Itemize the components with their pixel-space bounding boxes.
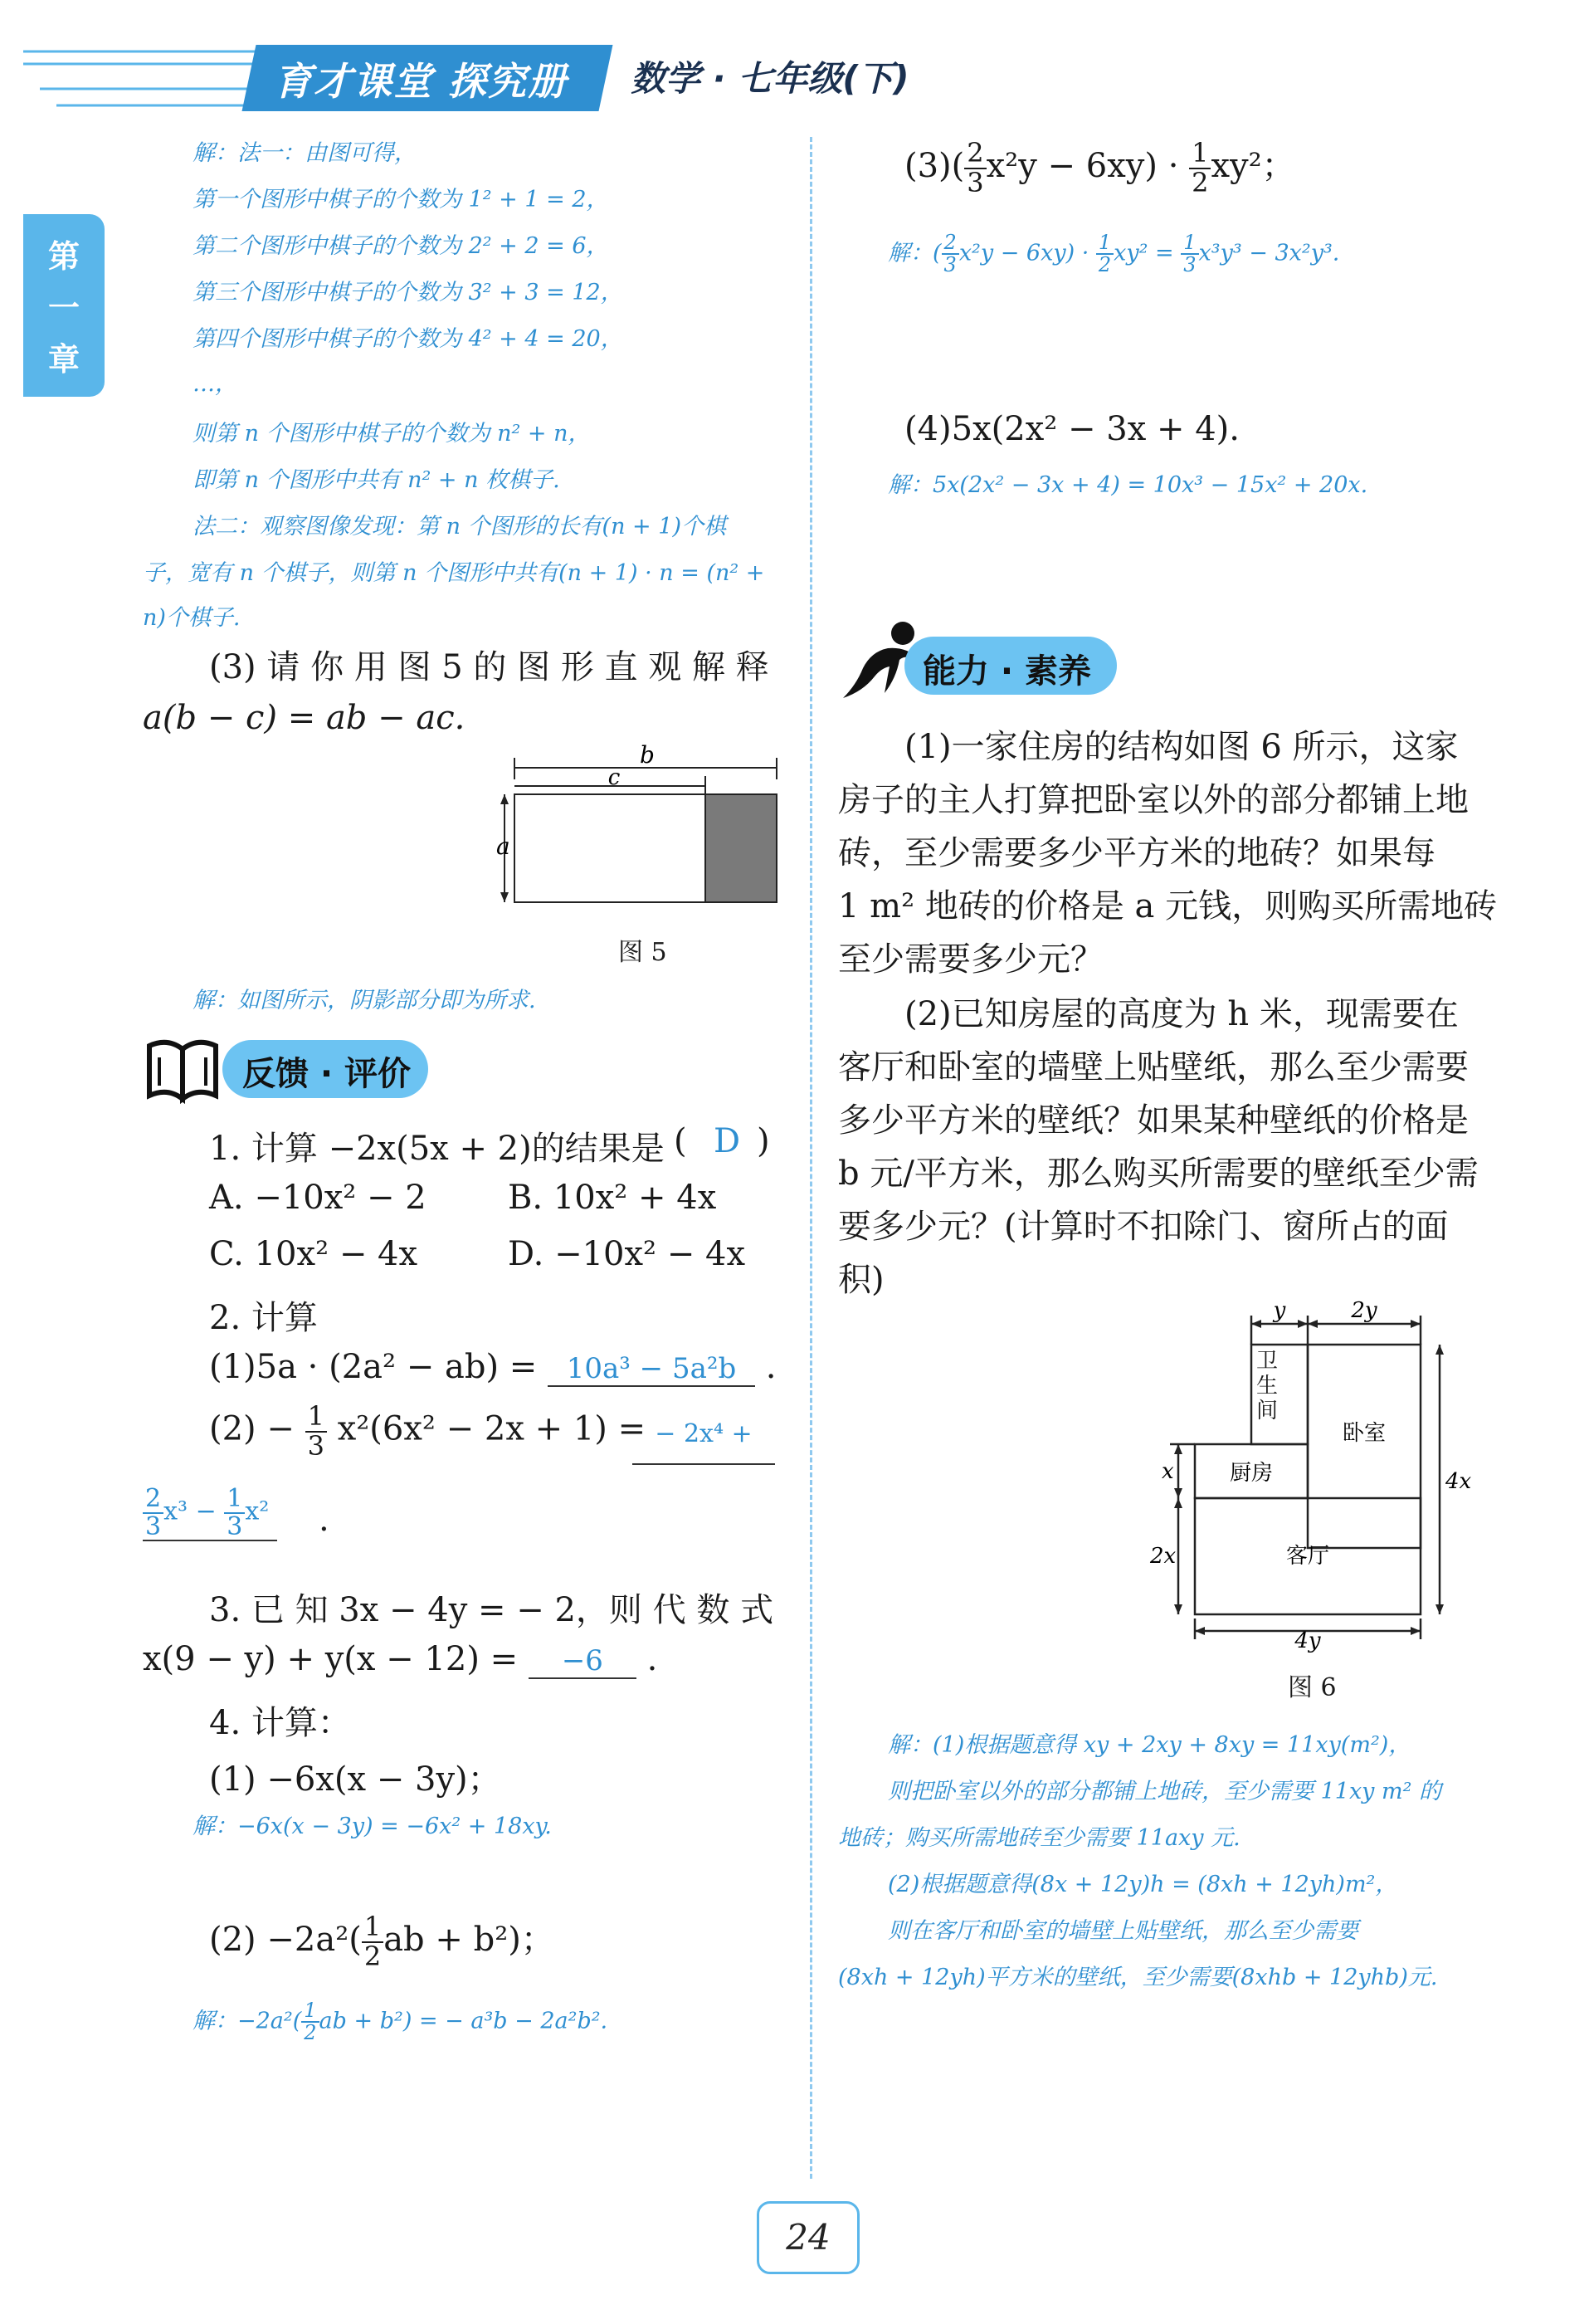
solution-mid: x²y − 6xy) ·	[958, 240, 1089, 266]
figure-6-label-y: y	[1273, 1298, 1286, 1323]
figure-6-kitchen-label: 厨房	[1229, 1461, 1274, 1486]
fraction-numerator: 2	[942, 232, 959, 255]
solution-post: x³y³ − 3x²y³.	[1198, 240, 1340, 266]
problem-4-part-1-solution: 解：−6x(x − 3y) = −6x² + 18xy.	[193, 1814, 552, 1839]
answer-paren-left: (	[674, 1122, 687, 1160]
problem-4-part-4: (4)5x(2x² − 3x + 4).	[904, 410, 1240, 448]
solution-line: 即第 n 个图形中共有 n² + n 枚棋子.	[193, 467, 560, 493]
problem-3-answer: −6	[529, 1644, 636, 1679]
problem-3: 3. 已 知 3x − 4y = − 2，则 代 数 式	[209, 1591, 774, 1629]
fraction-denominator: 3	[943, 253, 957, 277]
solution-line: 则第 n 个图形中棋子的个数为 n² + n，	[193, 421, 591, 447]
chapter-tab	[23, 214, 105, 397]
expression-post: xy²；	[1211, 147, 1295, 185]
answer-term: x³ −	[163, 1496, 217, 1526]
problem-3-expression	[143, 1640, 657, 1679]
solution-line: 第一个图形中棋子的个数为 1² + 1 = 2，	[193, 187, 609, 212]
ability-problem-1-line: 至少需要多少元？	[838, 940, 1104, 979]
figure-6-floor-plan	[1150, 1298, 1485, 1653]
solution-line: …，	[193, 371, 237, 397]
fraction-numerator: 2	[143, 1486, 163, 1514]
problem-2-part-1-text: (1)5a · (2a² − ab) =	[209, 1348, 538, 1386]
fraction	[1189, 139, 1211, 197]
chapter-tab-label: 第一章	[47, 238, 80, 378]
answer-paren-right: )	[757, 1122, 770, 1160]
figure-5-label-c: c	[607, 765, 621, 790]
figure-5-label-a: a	[496, 832, 510, 860]
problem-2-part-2	[209, 1400, 646, 1462]
figure-6-label-2y: 2y	[1351, 1298, 1377, 1323]
figure-5-label-b: b	[640, 741, 655, 769]
fraction-numerator: 1	[305, 1403, 327, 1433]
answer-term: x²	[245, 1496, 270, 1526]
problem-1: 1. 计算 −2x(5x + 2)的结果是	[209, 1130, 665, 1168]
figure-6-caption: 图 6	[1288, 1673, 1337, 1702]
figure-6-living-room-label: 客厅	[1285, 1544, 1330, 1569]
period: .	[646, 1640, 658, 1678]
ability-solution-line: (8xh + 12yh)平方米的壁纸，至少需要(8xhb + 12yhb)元.	[838, 1965, 1438, 1990]
fraction	[305, 1400, 327, 1462]
problem-4-part-4-solution: 解：5x(2x² − 3x + 4) = 10x³ − 15x² + 20x.	[888, 472, 1368, 498]
solution-post: ab + b²) = − a³b − 2a²b².	[319, 2008, 608, 2034]
ability-problem-1-line: 房子的主人打算把卧室以外的部分都铺上地	[838, 781, 1469, 819]
fraction-denominator: 3	[227, 1511, 243, 1541]
figure-5-shaded-region	[705, 794, 777, 902]
solution-line: 第二个图形中棋子的个数为 2² + 2 = 6，	[193, 233, 609, 259]
fraction	[1181, 232, 1198, 276]
fraction-denominator: 2	[1192, 167, 1209, 198]
ability-solution-line: 地砖；购买所需地砖至少需要 11axy 元.	[838, 1825, 1240, 1851]
problem-4: 4. 计算：	[209, 1704, 351, 1742]
problem-4-part-1: (1) −6x(x − 3y)；	[209, 1760, 501, 1799]
header-decor-lines	[23, 43, 272, 118]
solution-pre: 解：−2a²(	[193, 2008, 302, 2034]
problem-2-part-2-answer-2	[143, 1486, 277, 1541]
ability-problem-1-line: 砖，至少需要多少平方米的地砖？如果每	[838, 834, 1435, 872]
figure-6-bedroom-label: 卧室	[1342, 1421, 1387, 1446]
problem-2-part-1-answer: 10a³ − 5a²b	[548, 1352, 755, 1387]
column-divider	[810, 137, 812, 2179]
solution-mid: xy² =	[1114, 240, 1174, 266]
fraction-numerator: 2	[964, 139, 986, 169]
fraction	[362, 1913, 383, 1970]
fraction-denominator: 2	[304, 2021, 317, 2045]
problem-4-part-3-solution	[888, 232, 1339, 276]
figure-6-label-x: x	[1162, 1459, 1174, 1484]
choice-b: B. 10x² + 4x	[508, 1179, 717, 1217]
fraction-numerator: 1	[362, 1913, 383, 1943]
ability-problem-1-line: (1)一家住房的结构如图 6 所示，这家	[904, 728, 1459, 766]
problem-2-part-2-pre: (2) −	[209, 1409, 295, 1448]
ability-solution-line: 解：(1)根据题意得 xy + 2xy + 8xy = 11xy(m²)，	[888, 1732, 1411, 1758]
solution-line: 子，宽有 n 个棋子，则第 n 个图形中共有(n + 1) · n = (n² +	[143, 560, 765, 586]
fraction-denominator: 3	[1183, 253, 1197, 277]
period: .	[765, 1348, 777, 1386]
solution-line: 法二：观察图像发现：第 n 个图形的长有(n + 1)个棋	[193, 514, 726, 540]
solution-line: 第三个图形中棋子的个数为 3² + 3 = 12，	[193, 280, 623, 305]
expression-pre: (2) −2a²(	[209, 1921, 362, 1959]
figure-5	[496, 741, 788, 909]
expression-mid: x²y − 6xy) ·	[986, 147, 1179, 185]
figure-6-label-4x: 4x	[1445, 1469, 1472, 1494]
problem-2-part-1	[209, 1348, 776, 1387]
figure-6-label-2x: 2x	[1150, 1544, 1177, 1569]
fraction-numerator: 1	[301, 2000, 319, 2023]
fraction-denominator: 2	[1098, 253, 1112, 277]
fraction-denominator: 2	[363, 1941, 382, 1972]
ability-section-title: 能力 · 素养	[923, 652, 1092, 691]
fraction	[964, 139, 986, 197]
solution-pre: 解：(	[888, 240, 942, 266]
ability-problem-2-line: 要多少元？(计算时不扣除门、窗所占的面	[838, 1208, 1449, 1246]
fraction	[1096, 232, 1114, 276]
ability-problem-2-line: 积)	[838, 1261, 885, 1299]
period: .	[319, 1501, 329, 1539]
page-number: 24	[757, 2201, 860, 2274]
feedback-section-title: 反馈 · 评价	[242, 1055, 412, 1093]
ability-solution-line: 则在客厅和卧室的墙壁上贴壁纸，那么至少需要	[888, 1918, 1358, 1944]
fraction	[301, 2000, 319, 2043]
figure-5-solution: 解：如图所示，阴影部分即为所求.	[193, 988, 536, 1013]
subject-grade: 数学 · 七年级(下)	[631, 58, 909, 99]
problem-4-part-3	[904, 139, 1295, 198]
choice-a: A. −10x² − 2	[209, 1179, 426, 1217]
problem-1-answer: D	[714, 1122, 741, 1160]
solution-line: 解：法一：由图可得，	[193, 140, 417, 166]
fraction-numerator: 1	[1096, 232, 1114, 255]
fraction-denominator: 3	[145, 1511, 162, 1541]
problem-4-part-2-solution	[193, 2000, 607, 2043]
question-text: a(b − c) = ab − ac.	[143, 699, 465, 737]
problem-3-expression-text: x(9 − y) + y(x − 12) =	[143, 1640, 519, 1678]
series-title: 育才课堂 探究册	[274, 59, 568, 104]
problem-2-part-2-post: x²(6x² − 2x + 1) =	[337, 1409, 646, 1448]
solution-line: n)个棋子.	[143, 605, 241, 631]
fraction-denominator: 3	[307, 1429, 324, 1462]
fraction	[143, 1486, 163, 1540]
ability-problem-2-line: 多少平方米的壁纸？如果某种壁纸的价格是	[838, 1101, 1469, 1140]
ability-solution-line: 则把卧室以外的部分都铺上地砖，至少需要 11xy m² 的	[888, 1779, 1442, 1804]
fraction-numerator: 1	[1181, 232, 1198, 255]
fraction	[224, 1486, 245, 1540]
choice-c: C. 10x² − 4x	[209, 1235, 418, 1273]
fraction-numerator: 1	[224, 1486, 245, 1514]
ability-problem-2-line: (2)已知房屋的高度为 h 米，现需要在	[904, 995, 1459, 1033]
ability-solution-line: (2)根据题意得(8x + 12y)h = (8xh + 12yh)m²，	[888, 1872, 1398, 1897]
expression-post: ab + b²)；	[383, 1921, 554, 1959]
ability-problem-1-line: 1 m² 地砖的价格是 a 元钱，则购买所需地砖	[838, 887, 1498, 925]
choice-d: D. −10x² − 4x	[508, 1235, 746, 1273]
figure-6-bathroom-label: 卫生间	[1255, 1349, 1278, 1423]
question-text: (3) 请 你 用 图 5 的 图 形 直 观 解 释	[209, 648, 769, 686]
fraction-numerator: 1	[1189, 139, 1211, 169]
ability-problem-2-line: b 元/平方米，那么购买所需要的壁纸至少需	[838, 1155, 1479, 1193]
fraction-denominator: 3	[967, 167, 984, 198]
open-book-icon	[143, 1029, 226, 1104]
expression-pre: (3)(	[904, 147, 965, 185]
ability-problem-2-line: 客厅和卧室的墙壁上贴壁纸，那么至少需要	[838, 1048, 1469, 1086]
problem-2: 2. 计算	[209, 1299, 318, 1337]
problem-4-part-2	[209, 1913, 554, 1971]
figure-6-label-4y: 4y	[1294, 1628, 1321, 1653]
problem-2-part-2-answer-1: − 2x⁴ +	[632, 1419, 775, 1465]
solution-line: 第四个图形中棋子的个数为 4² + 4 = 20，	[193, 326, 623, 352]
figure-5-caption: 图 5	[618, 938, 667, 967]
fraction	[942, 232, 959, 276]
